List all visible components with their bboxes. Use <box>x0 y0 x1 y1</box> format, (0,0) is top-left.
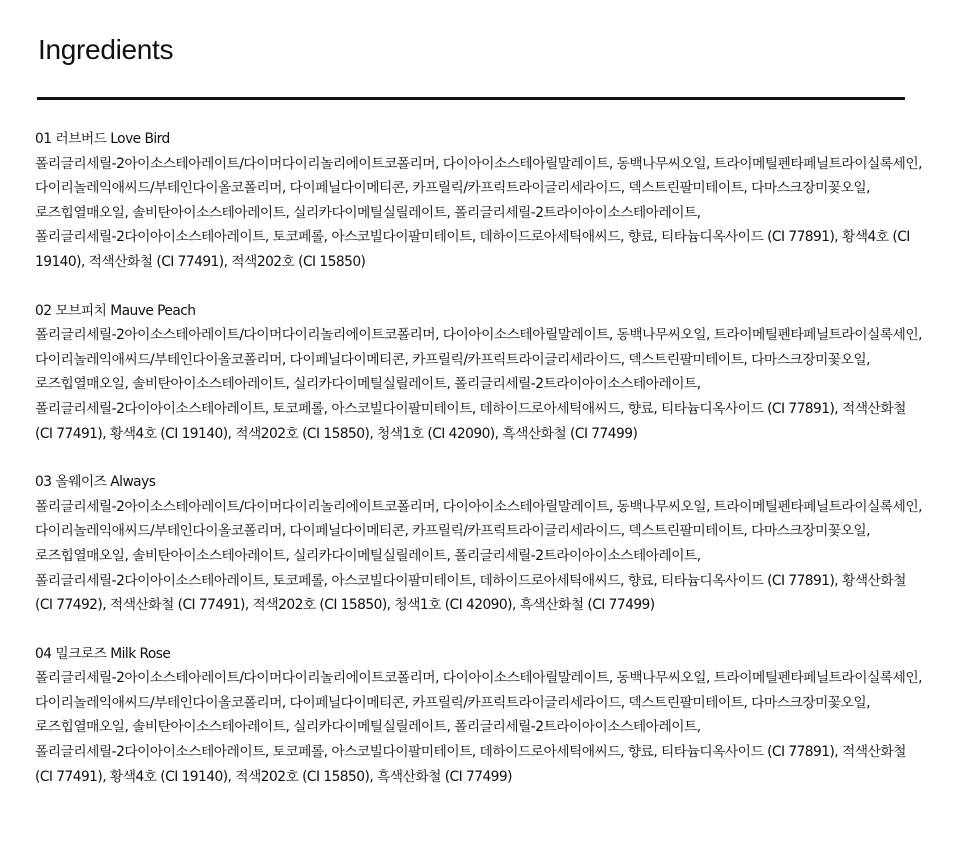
product-title <box>35 127 925 152</box>
ingredient-list: 폴리글리세릴-2아이소스테아레이트/다이머다이리놀리에이트코폴리머, 다이아이소스테아릴말레이트, 동백나무씨오일, 트라이메틸펜타페닐트라이실록세인, 다이리놀레익애씨드/부테인다이올코폴리머, 다이페닐다이메티콘, 카프릴릭/카프릭트라이글리세라이드, 덱스트린팔미테이트, 다마스크장미꽃오일, 로즈힙열매오일, 솔비탄아이소스테아레이트, 실리카다이메틸실릴레이트, 폴리글리세릴-2트라이아이소스테아레이트, 폴리글리세릴-2다이아이소스테아레이트, 토코페롤, 아스코빌다이팔미테이트, 데하이드로아세틱애씨드, 향료, 티타늄디옥사이드 (CI 77891), 적색산화철 (CI 77491), 황색4호 (CI 19140), 적색202호 (CI 15850), 흑색산화철 (CI 77499) <box>35 670 922 785</box>
product-mauve-peach <box>35 299 925 447</box>
product-title <box>35 299 925 324</box>
product-always <box>35 470 925 618</box>
ingredient-list: 폴리글리세릴-2아이소스테아레이트/다이머다이리놀리에이트코폴리머, 다이아이소스테아릴말레이트, 동백나무씨오일, 트라이메틸펜타페닐트라이실록세인, 다이리놀레익애씨드/부테인다이올코폴리머, 다이페닐다이메티콘, 카프릴릭/카프릭트라이글리세라이드, 덱스트린팔미테이트, 다마스크장미꽃오일, 로즈힙열매오일, 솔비탄아이소스테아레이트, 실리카다이메틸실릴레이트, 폴리글리세릴-2트라이아이소스테아레이트, 폴리글리세릴-2다이아이소스테아레이트, 토코페롤, 아스코빌다이팔미테이트, 데하이드로아세틱애씨드, 향료, 티타늄디옥사이드 (CI 77891), 황색산화철 (CI 77492), 적색산화철 (CI 77491), 적색202호 (CI 15850), 청색1호 (CI 42090), 흑색산화철 (CI 77499) <box>35 498 922 614</box>
page-title: Ingredients <box>38 34 174 65</box>
product-name-korean: 올웨이즈 <box>55 474 107 491</box>
ingredient-list: 폴리글리세릴-2아이소스테아레이트/다이머다이리놀리에이트코폴리머, 다이아이소스테아릴말레이트, 동백나무씨오일, 트라이메틸펜타페닐트라이실록세인, 다이리놀레익애씨드/부테인다이올코폴리머, 다이페닐다이메티콘, 카프릴릭/카프릭트라이글리세라이드, 덱스트린팔미테이트, 다마스크장미꽃오일, 로즈힙열매오일, 솔비탄아이소스테아레이트, 실리카다이메틸실릴레이트, 폴리글리세릴-2트라이아이소스테아레이트, 폴리글리세릴-2다이아이소스테아레이트, 토코페롤, 아스코빌다이팔미테이트, 데하이드로아세틱애씨드, 향료, 티타늄디옥사이드 (CI 77891), 적색산화철 (CI 77491), 황색4호 (CI 19140), 적색202호 (CI 15850), 청색1호 (CI 42090), 흑색산화철 (CI 77499) <box>35 327 922 442</box>
product-milk-rose <box>35 642 925 790</box>
product-title <box>35 642 925 667</box>
product-number: 03 <box>35 474 52 491</box>
product-name-korean: 밀크로즈 <box>55 645 107 662</box>
product-number: 04 <box>35 645 52 662</box>
product-title <box>35 470 925 495</box>
title-divider <box>37 97 905 100</box>
ingredient-list: 폴리글리세릴-2아이소스테아레이트/다이머다이리놀리에이트코폴리머, 다이아이소스테아릴말레이트, 동백나무씨오일, 트라이메틸펜타페닐트라이실록세인, 다이리놀레익애씨드/부테인다이올코폴리머, 다이페닐다이메티콘, 카프릴릭/카프릭트라이글리세라이드, 덱스트린팔미테이트, 다마스크장미꽃오일, 로즈힙열매오일, 솔비탄아이소스테아레이트, 실리카다이메틸실릴레이트, 폴리글리세릴-2트라이아이소스테아레이트, 폴리글리세릴-2다이아이소스테아레이트, 토코페롤, 아스코빌다이팔미테이트, 데하이드로아세틱애씨드, 향료, 티타늄디옥사이드 (CI 77891), 황색4호 (CI 19140), 적색산화철 (CI 77491), 적색202호 (CI 15850) <box>35 155 922 270</box>
product-name-english: Mauve Peach <box>110 302 196 319</box>
product-number: 02 <box>35 302 52 319</box>
product-name-korean: 러브버드 <box>55 131 107 147</box>
product-number: 01 <box>35 131 52 147</box>
product-name-english: Love Bird <box>110 131 170 147</box>
product-name-korean: 모브피치 <box>55 302 107 319</box>
product-love-bird <box>35 127 925 275</box>
product-name-english: Always <box>110 474 156 491</box>
product-list <box>35 127 925 813</box>
product-name-english: Milk Rose <box>110 645 171 662</box>
